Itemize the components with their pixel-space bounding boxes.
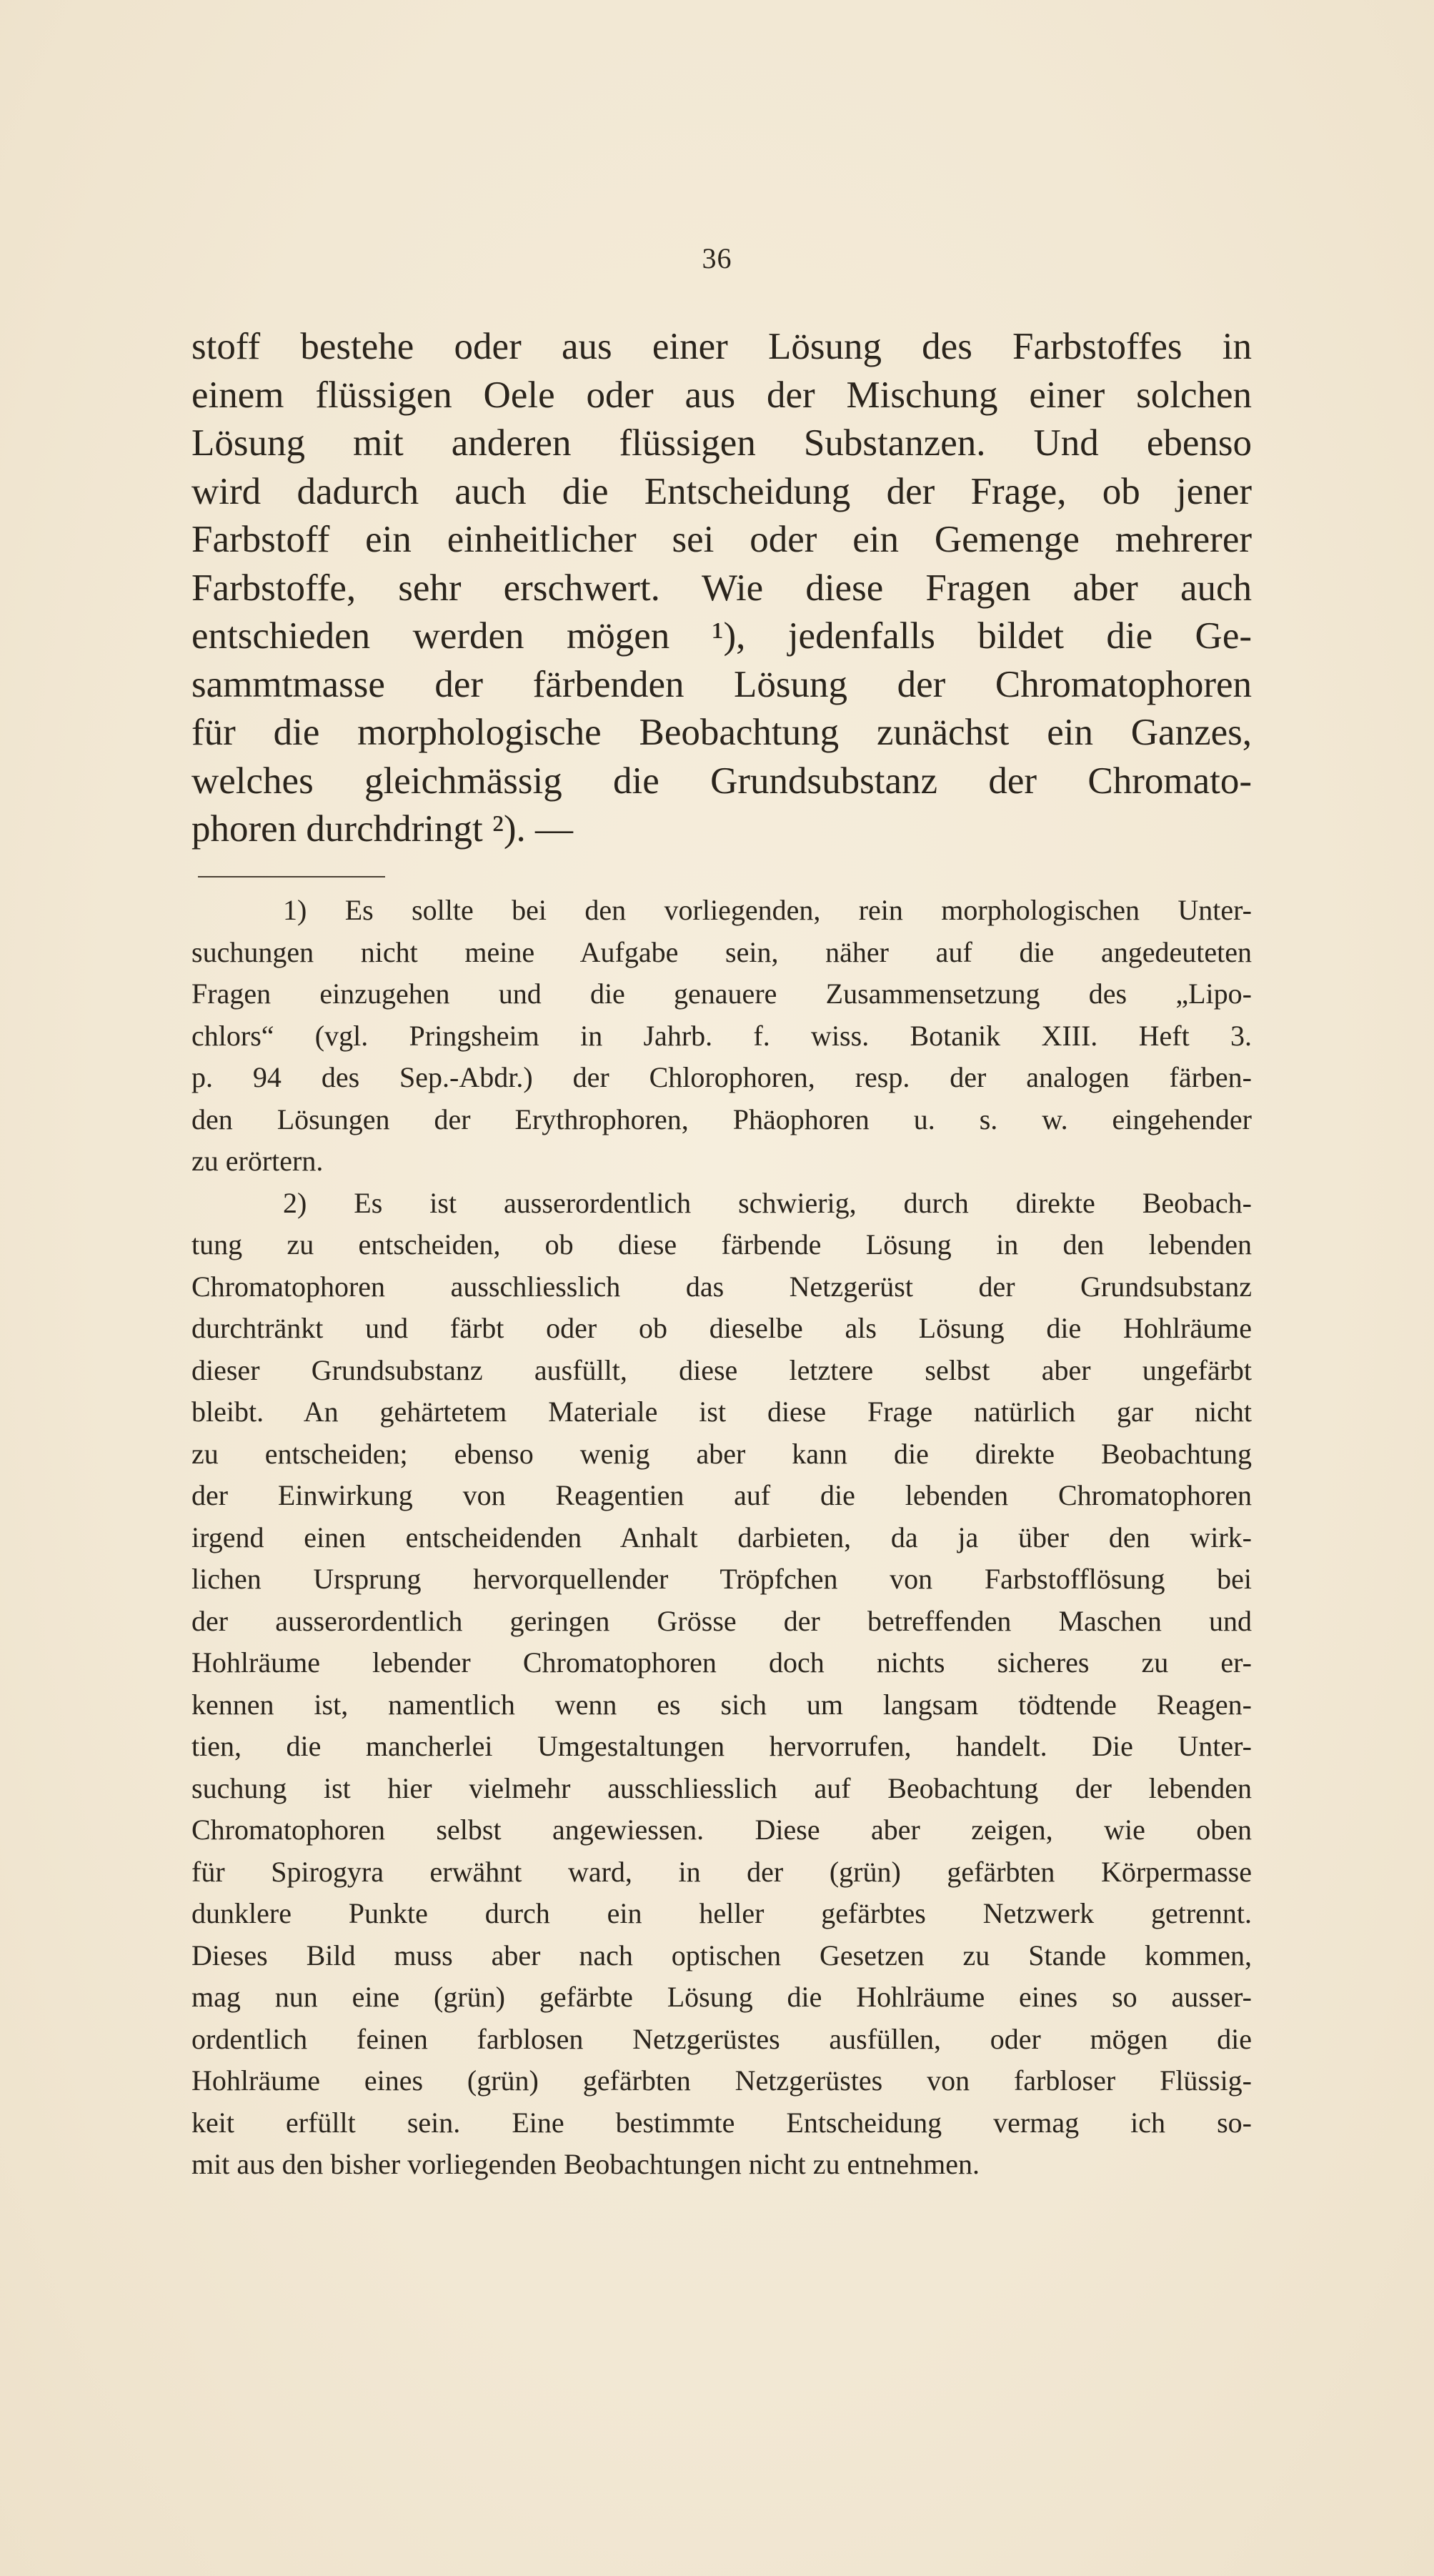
main-line: stoff bestehe oder aus einer Lösung des Farbstoffes in [191,326,1252,367]
footnote-1-line: p. 94 des Sep.-Abdr.) der Chlorophoren, resp. der analogen färben- [191,1061,1252,1093]
main-line: einem flüssigen Oele oder aus der Mischung einer solchen [191,374,1252,416]
footnote-2-line: Chromatophoren ausschliesslich das Netzgerüst der Grundsubstanz [191,1270,1252,1303]
main-line: entschieden werden mögen ¹), jedenfalls bildet die Ge- [191,615,1252,657]
main-line: Farbstoff ein einheitlicher sei oder ein Gemenge mehrerer [191,519,1252,560]
footnote-2-line: 2) Es ist ausserordentlich schwierig, durch direkte Beobach- [283,1186,1252,1219]
footnote-2-line: tien, die mancherlei Umgestaltungen hervorrufen, handelt. Die Unter- [191,1730,1252,1762]
footnote-1-line: den Lösungen der Erythrophoren, Phäophoren u. s. w. eingehender [191,1103,1252,1135]
footnote-2-line: der Einwirkung von Reagentien auf die lebenden Chromatophoren [191,1479,1252,1511]
main-line: welches gleichmässig die Grundsubstanz der Chromato- [191,760,1252,802]
footnote-2-line: mag nun eine (grün) gefärbte Lösung die Hohlräume eines so ausser- [191,1981,1252,2013]
footnote-separator [198,876,385,877]
page-number: 36 [702,242,732,274]
footnote-2-line: keit erfüllt sein. Eine bestimmte Entscheidung vermag ich so- [191,2106,1252,2139]
main-line: für die morphologische Beobachtung zunächst ein Ganzes, [191,712,1252,753]
footnote-2-line: suchung ist hier vielmehr ausschliesslich auf Beobachtung der lebenden [191,1771,1252,1804]
footnote-2-line: Hohlräume lebender Chromatophoren doch nichts sicheres zu er- [191,1646,1252,1679]
footnote-2-line: bleibt. An gehärtetem Materiale ist diese Frage natürlich gar nicht [191,1396,1252,1428]
main-line: phoren durchdringt ²). — [191,808,573,850]
footnote-2-line: mit aus den bisher vorliegenden Beobachtungen nicht zu entnehmen. [191,2148,980,2180]
footnotes [191,890,1252,2186]
footnote-2-line: dieser Grundsubstanz ausfüllt, diese letztere selbst aber ungefärbt [191,1353,1252,1386]
footnote-1-line: suchungen nicht meine Aufgabe sein, näher auf die angedeuteten [191,935,1252,968]
footnote-2-line: dunklere Punkte durch ein heller gefärbtes Netzwerk getrennt. [191,1897,1252,1929]
footnote-2-line: ordentlich feinen farblosen Netzgerüstes ausfüllen, oder mögen die [191,2022,1252,2055]
main-line: Farbstoffe, sehr erschwert. Wie diese Fragen aber auch [191,567,1252,609]
footnote-2-line: für Spirogyra erwähnt ward, in der (grün) gefärbten Körpermasse [191,1855,1252,1888]
footnote-1-line: chlors“ (vgl. Pringsheim in Jahrb. f. wiss. Botanik XIII. Heft 3. [191,1019,1252,1052]
footnote-2-line: zu entscheiden; ebenso wenig aber kann die direkte Beobachtung [191,1437,1252,1470]
main-text [191,323,1252,854]
footnote-1-line: 1) Es sollte bei den vorliegenden, rein morphologischen Unter- [283,894,1252,926]
footnote-2-line: Dieses Bild muss aber nach optischen Gesetzen zu Stande kommen, [191,1939,1252,1971]
main-line: Lösung mit anderen flüssigen Substanzen. Und ebenso [191,422,1252,464]
main-line: wird dadurch auch die Entscheidung der Frage, ob jener [191,470,1252,512]
footnote-2-line: lichen Ursprung hervorquellender Tröpfchen von Farbstofflösung bei [191,1563,1252,1595]
footnote-1-line: zu erörtern. [191,1145,324,1177]
footnote-2-line: Hohlräume eines (grün) gefärbten Netzgerüstes von farbloser Flüssig- [191,2064,1252,2097]
footnote-2-line: der ausserordentlich geringen Grösse der betreffenden Maschen und [191,1604,1252,1637]
footnote-2-line: kennen ist, namentlich wenn es sich um langsam tödtende Reagen- [191,1688,1252,1721]
footnote-2-line: irgend einen entscheidenden Anhalt darbieten, da ja über den wirk- [191,1521,1252,1553]
footnote-2-line: tung zu entscheiden, ob diese färbende Lösung in den lebenden [191,1228,1252,1260]
footnote-2-line: Chromatophoren selbst angewiessen. Diese aber zeigen, wie oben [191,1814,1252,1846]
main-line: sammtmasse der färbenden Lösung der Chromatophoren [191,663,1252,705]
footnote-1-line: Fragen einzugehen und die genauere Zusammensetzung des „Lipo- [191,978,1252,1010]
footnote-2-line: durchtränkt und färbt oder ob dieselbe als Lösung die Hohlräume [191,1312,1252,1344]
